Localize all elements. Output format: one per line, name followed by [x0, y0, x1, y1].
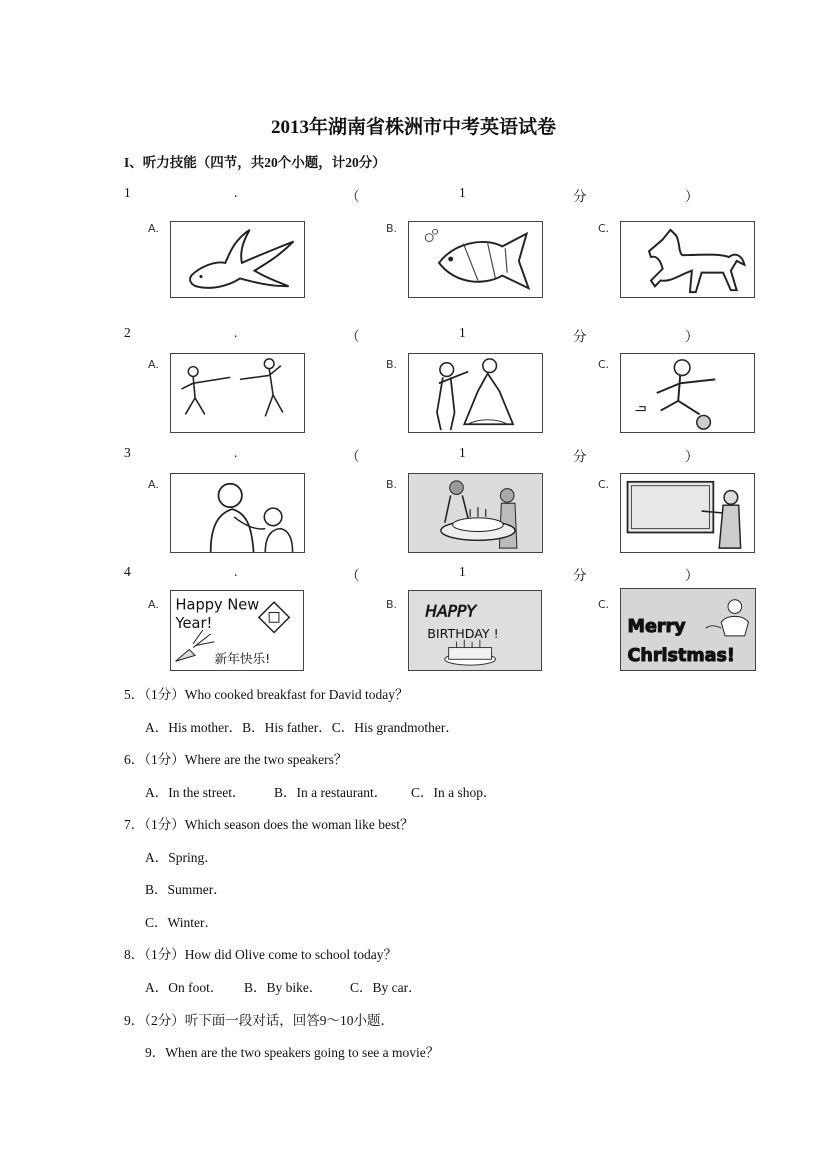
- card-text: Christmas!: [627, 646, 735, 667]
- option-label: C.: [598, 478, 610, 491]
- question-6-option-a[interactable]: A．In the street．: [145, 785, 246, 800]
- score-unit: 分: [573, 329, 587, 344]
- paren-close: ）: [685, 189, 699, 204]
- option-image[interactable]: [408, 473, 543, 553]
- question-dot: .: [234, 185, 238, 200]
- teacher-icon: [621, 474, 754, 552]
- card-text: Year!: [175, 615, 213, 633]
- option-label: A.: [148, 222, 159, 235]
- paren-open: （: [346, 568, 360, 583]
- section-heading: I、听力技能（四节，共20个小题，计20分）: [124, 155, 386, 170]
- doctor-icon: [171, 474, 304, 552]
- page-title: 2013年湖南省株洲市中考英语试卷: [270, 117, 556, 138]
- score: 1: [459, 185, 466, 200]
- option-label: A.: [148, 598, 159, 611]
- fish-icon: [409, 222, 542, 297]
- question-dot: .: [234, 325, 238, 340]
- question-6-stem: 6．（1分）Where are the two speakers？: [124, 752, 348, 767]
- card-text: BIRTHDAY !: [427, 625, 499, 641]
- football-icon: [621, 354, 754, 432]
- question-7-option-c[interactable]: C．Winter．: [145, 915, 218, 930]
- option-image[interactable]: [170, 353, 305, 433]
- question-6-option-b[interactable]: B．In a restaurant．: [274, 785, 388, 800]
- paren-open: （: [346, 329, 360, 344]
- question-number: 2: [124, 325, 131, 340]
- paren-close: ）: [685, 568, 699, 583]
- option-label: B.: [386, 598, 398, 611]
- horse-icon: [621, 222, 754, 297]
- score: 1: [459, 564, 466, 579]
- option-image[interactable]: [170, 590, 304, 671]
- birthday-cake-icon: [409, 474, 542, 552]
- birthday-card-icon: [409, 591, 541, 670]
- christmas-card-icon: [621, 589, 755, 670]
- option-image[interactable]: [170, 473, 305, 553]
- question-7-stem: 7．（1分）Which season does the woman like best？: [124, 817, 414, 832]
- option-image[interactable]: [170, 221, 305, 298]
- bird-icon: [171, 222, 304, 297]
- option-label: C.: [598, 222, 610, 235]
- dancing-icon: [409, 354, 542, 432]
- question-number: 3: [124, 445, 131, 460]
- question-5-options[interactable]: A．His mother．B．His father．C．His grandmother．: [145, 720, 459, 735]
- new-year-card-icon: [171, 591, 303, 670]
- option-image[interactable]: [408, 590, 542, 671]
- option-label: C.: [598, 358, 610, 371]
- option-image[interactable]: [620, 588, 756, 671]
- score: 1: [459, 325, 466, 340]
- question-8-option-a[interactable]: A．On foot．: [145, 980, 224, 995]
- question-9-stem: 9．（2分）听下面一段对话，回答9～10小题．: [124, 1013, 394, 1028]
- score-unit: 分: [573, 449, 587, 464]
- question-8-stem: 8．（1分）How did Olive come to school today？: [124, 947, 397, 962]
- question-9-sub: 9．When are the two speakers going to see a movie？: [145, 1045, 440, 1060]
- option-image[interactable]: [408, 221, 543, 298]
- card-text: HAPPY: [425, 602, 476, 621]
- option-label: B.: [386, 478, 398, 491]
- question-8-option-c[interactable]: C．By car．: [350, 980, 422, 995]
- question-dot: .: [234, 445, 238, 460]
- paren-open: （: [346, 449, 360, 464]
- option-image[interactable]: [620, 221, 755, 298]
- question-7-option-a[interactable]: A．Spring．: [145, 850, 218, 865]
- card-text: Merry: [627, 616, 686, 637]
- score-unit: 分: [573, 189, 587, 204]
- option-label: B.: [386, 222, 398, 235]
- paren-close: ）: [685, 449, 699, 464]
- score-unit: 分: [573, 568, 587, 583]
- option-label: A.: [148, 358, 159, 371]
- option-image[interactable]: [408, 353, 543, 433]
- card-text: 新年快乐!: [214, 651, 271, 667]
- question-number: 4: [124, 564, 131, 579]
- question-8-option-b[interactable]: B．By bike．: [244, 980, 323, 995]
- paren-close: ）: [685, 329, 699, 344]
- question-5-stem: 5．（1分）Who cooked breakfast for David today？: [124, 687, 409, 702]
- question-6-option-c[interactable]: C．In a shop．: [411, 785, 497, 800]
- card-text: Happy New: [175, 596, 260, 614]
- option-image[interactable]: [620, 473, 755, 553]
- option-image[interactable]: [620, 353, 755, 433]
- question-7-option-b[interactable]: B．Summer．: [145, 882, 227, 897]
- question-dot: .: [234, 564, 238, 579]
- option-label: B.: [386, 358, 398, 371]
- option-label: A.: [148, 478, 159, 491]
- option-label: C.: [598, 598, 610, 611]
- question-number: 1: [124, 185, 131, 200]
- paren-open: （: [346, 189, 360, 204]
- fencing-icon: [171, 354, 304, 432]
- score: 1: [459, 445, 466, 460]
